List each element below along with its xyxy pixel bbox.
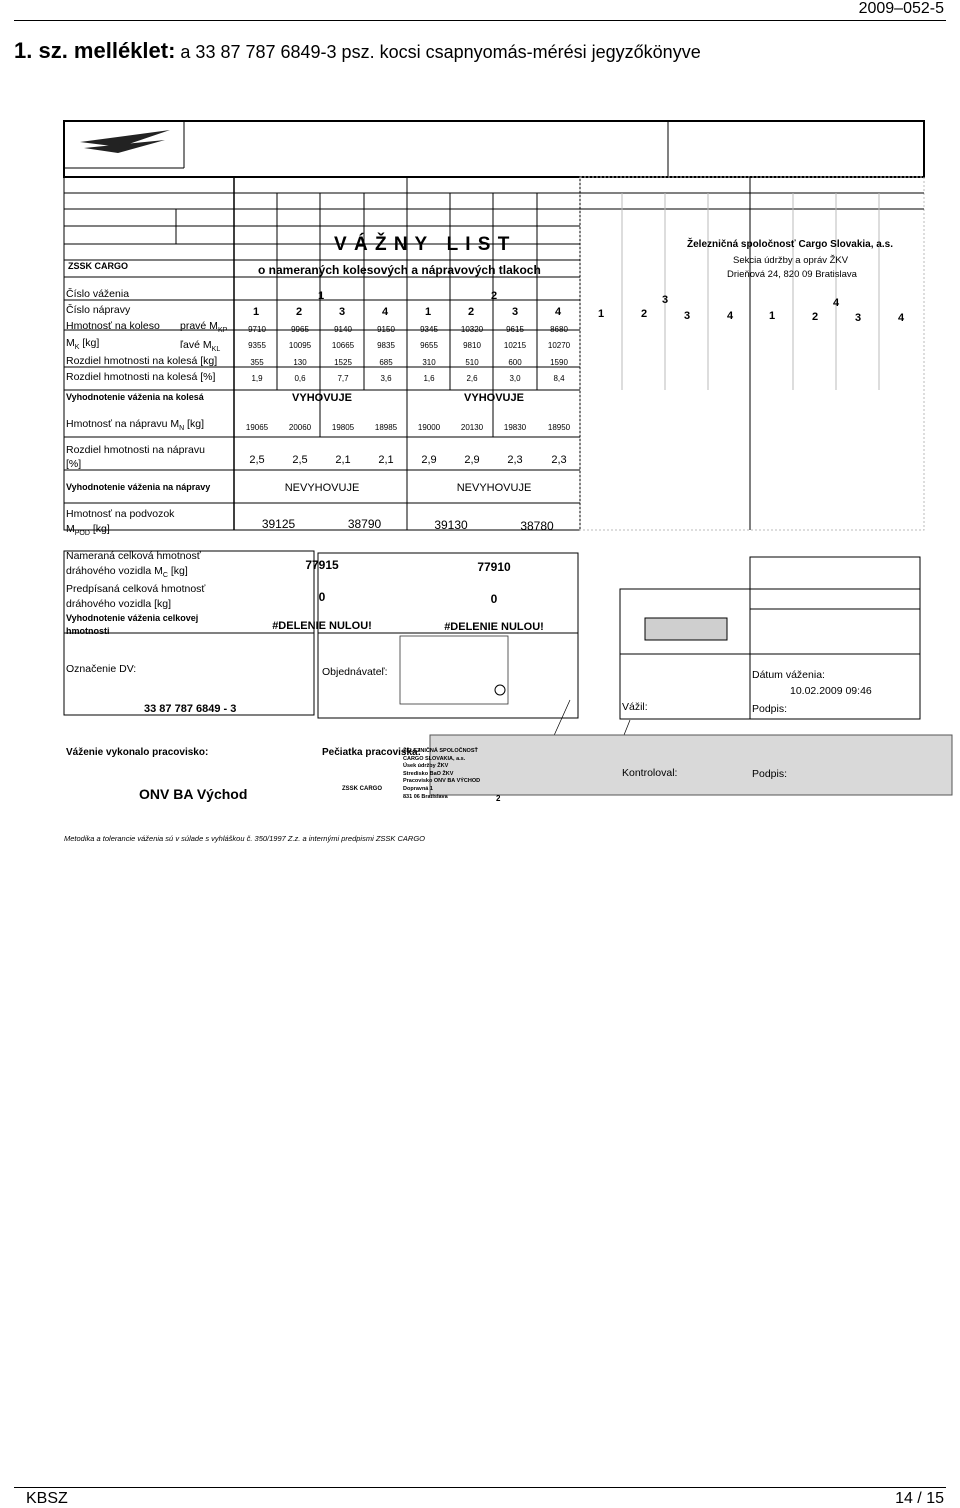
w2-left-wheel: 9810 [463,341,481,350]
axle-number: 1 [424,306,432,318]
w2-diff-pct: 8,4 [553,374,565,383]
label-eval-wheel: Vyhodnotenie váženia na kolesá [66,392,204,402]
w2-left-wheel: 10215 [503,341,527,350]
w2-right-wheel: 10320 [460,325,484,334]
w2-axle-pct: 2,3 [507,454,523,466]
page-title [14,38,701,64]
w2-left-wheel: 9655 [420,341,438,350]
w2-axle-mass: 18950 [547,423,571,432]
w2-right-wheel: 9345 [420,325,438,334]
w1-diff-pct: 7,7 [337,374,349,383]
axle-number: 4 [554,306,562,318]
label-mk-kg: $M_K$ [kg] [66,337,100,352]
label-axle-diff-1: Rozdiel hmotnosti na nápravu [66,444,205,456]
w1-eval-total: #DELENIE NULOU! [272,620,372,632]
stamp-text: ŽELEZNIČNÁ SPOLOČNOSŤ CARGO SLOVAKIA, a.s. Úsek údržby ŽKV Stredisko BaO ŽKV Pracovisko ONV BA VÝCHOD Dopravná 1 831 06 Bratislava [403,748,481,800]
w1-eval-wheel: VYHOVUJE [292,392,352,404]
axle-number: 3 [511,306,519,318]
stamp-number: 2 [496,794,501,803]
axle-number: 4 [726,310,734,322]
label-prescribed-1: Predpísaná celková hmotnosť [66,583,206,595]
w1-axle-pct: 2,1 [335,454,351,466]
w1-diff-kg: 355 [250,358,264,367]
w2-eval-wheel: VYHOVUJE [464,392,524,404]
w2-bogie-mass: 38780 [520,519,554,533]
w1-diff-kg: 1525 [334,358,352,367]
w1-diff-kg: 685 [379,358,393,367]
axle-number: 3 [338,306,346,318]
w2-axle-pct: 2,3 [551,454,567,466]
w2-eval-axle: NEVYHOVUJE [456,482,532,494]
label-client: Objednávateľ: [322,666,388,678]
w1-axle-pct: 2,5 [292,454,308,466]
document-number: 2009–052-5 [858,0,944,17]
w1-axle-pct: 2,5 [249,454,265,466]
w2-right-wheel: 9615 [506,325,524,334]
w2-axle-pct: 2,9 [464,454,480,466]
w1-axle-mass: 18985 [374,423,398,432]
company-section: Sekcia údržby a opráv ŽKV [733,255,849,266]
w2-axle-mass: 19830 [503,423,527,432]
label-diff-pct: Rozdiel hmotnosti na kolesá [%] [66,371,216,383]
footer-rule [14,1487,946,1488]
w2-diff-pct: 2,6 [466,374,478,383]
axle-number: 1 [252,306,260,318]
zssk-logo [80,130,170,153]
page-number: 14 / 15 [895,1490,944,1507]
w1-bogie-mass: 39125 [261,517,296,531]
redaction-box [430,735,952,795]
w2-diff-kg: 310 [422,358,436,367]
w1-axle-pct: 2,1 [378,454,394,466]
label-vehicle-id: Označenie DV: [66,663,137,675]
w2-diff-kg: 510 [465,358,479,367]
logo-text: ZSSK CARGO [68,261,129,271]
label-left-wheel: ľavé $M_{KL}$ [180,339,221,354]
label-eval-total-2: hmotnosti [66,626,110,636]
w2-diff-kg: 1590 [550,358,568,367]
w1-bogie-mass: 38790 [347,517,382,531]
label-eval-axle: Vyhodnotenie váženia na nápravy [66,482,211,492]
w1-eval-axle: NEVYHOVUJE [284,482,360,494]
label-total-1: Nameraná celková hmotnosť [66,550,201,562]
w2-prescribed-mass: 0 [490,592,498,606]
w2-axle-mass: 20130 [460,423,484,432]
axle-number: 1 [768,310,776,322]
redacted-signature [645,618,727,640]
label-prescribed-2: dráhového vozidla [kg] [66,598,172,610]
w1-diff-kg: 130 [293,358,307,367]
weighing-1-header: 1 [317,290,325,302]
label-diff-kg: Rozdiel hmotnosti na kolesá [kg] [66,355,218,367]
label-axle-mass: Hmotnosť na nápravu $M_N$ [kg] [66,418,204,433]
methodology-footnote: Metodika a tolerancie váženia sú v súlade s vyhláškou č. 350/1997 Z.z. a internými predpismi ZSSK CARGO [64,834,425,843]
footer-organization: KBSZ [26,1490,68,1507]
axle-number: 2 [640,308,648,320]
w1-left-wheel: 9835 [377,341,395,350]
w1-right-wheel: 9140 [334,325,352,334]
w2-diff-kg: 600 [508,358,522,367]
axle-number: 4 [897,312,905,324]
axle-number: 1 [597,308,605,320]
company-address: Drieňová 24, 820 09 Bratislava [727,269,857,280]
w1-diff-pct: 0,6 [294,374,306,383]
official-stamp [400,636,508,704]
header-rule [14,20,946,21]
label-axle-no: Číslo nápravy [66,304,131,316]
w2-diff-pct: 1,6 [423,374,435,383]
w2-bogie-mass: 39130 [434,518,468,532]
label-total-2: dráhového vozidla $M_C$ [kg] [66,565,188,580]
label-signature-2: Podpis: [752,768,788,780]
label-weighed-by: Vážil: [622,701,648,713]
label-weighing-no: Číslo váženia [66,288,130,300]
weighing-4-header: 4 [832,297,840,309]
weighing-2-header: 2 [490,290,498,302]
w1-prescribed-mass: 0 [318,590,326,604]
workplace-value: ONV BA Východ [139,786,248,802]
title-annex: 1. sz. melléklet: [14,38,176,63]
axle-number: 4 [381,306,389,318]
axle-number: 2 [467,306,475,318]
label-axle-diff-2: [%] [66,458,82,470]
label-eval-total-1: Vyhodnotenie váženia celkovej [66,613,199,623]
w1-axle-mass: 19065 [245,423,269,432]
w1-diff-pct: 1,9 [251,374,263,383]
w1-right-wheel: 9150 [377,325,395,334]
w1-right-wheel: 9710 [248,325,266,334]
w2-eval-total: #DELENIE NULOU! [444,621,544,633]
w2-right-wheel: 8680 [550,325,568,334]
label-weighing-date: Dátum váženia: [752,669,825,681]
w2-diff-pct: 3,0 [509,374,521,383]
label-signature-1: Podpis: [752,703,788,715]
w1-axle-mass: 20060 [288,423,312,432]
w2-axle-pct: 2,9 [421,454,437,466]
vehicle-id-value: 33 87 787 6849 - 3 [144,703,237,715]
w1-diff-pct: 3,6 [380,374,392,383]
label-workplace: Váženie vykonalo pracovisko: [66,747,209,758]
label-stamp: Pečiatka pracoviska: [322,747,421,758]
w2-axle-mass: 19000 [417,423,441,432]
w1-right-wheel: 9965 [291,325,309,334]
title-description: a 33 87 787 6849-3 psz. kocsi csapnyomás-mérési jegyzőkönyve [175,42,701,62]
weighing-date-value: 10.02.2009 09:46 [790,685,872,697]
label-right-wheel: pravé $M_{KP}$ [180,320,228,335]
label-checked-by: Kontroloval: [622,767,678,779]
weighing-3-header: 3 [661,294,669,306]
w1-left-wheel: 10665 [331,341,355,350]
axle-number: 2 [811,311,819,323]
stamp-logo: ZSSK CARGO [342,786,383,792]
axle-number: 2 [295,306,303,318]
w2-total-mass: 77910 [477,560,511,574]
label-bogie-2: $M_{POD}$ [kg] [66,523,110,538]
label-bogie-1: Hmotnosť na podvozok [66,508,175,520]
company-name: Železničná spoločnosť Cargo Slovakia, a.s. [687,239,893,250]
w1-total-mass: 77915 [305,558,339,572]
weighing-form-scan [0,110,960,843]
w2-left-wheel: 10270 [547,341,571,350]
form-title: V Á Ž N Y L I S T [334,234,511,255]
axle-number: 3 [854,312,862,324]
axle-number: 3 [683,310,691,322]
label-wheel-mass: Hmotnosť na koleso [66,320,160,332]
w1-left-wheel: 10095 [288,341,312,350]
form-subtitle: o nameraných kolesových a nápravových tlakoch [258,263,541,277]
w1-axle-mass: 19805 [331,423,355,432]
w1-left-wheel: 9355 [248,341,266,350]
